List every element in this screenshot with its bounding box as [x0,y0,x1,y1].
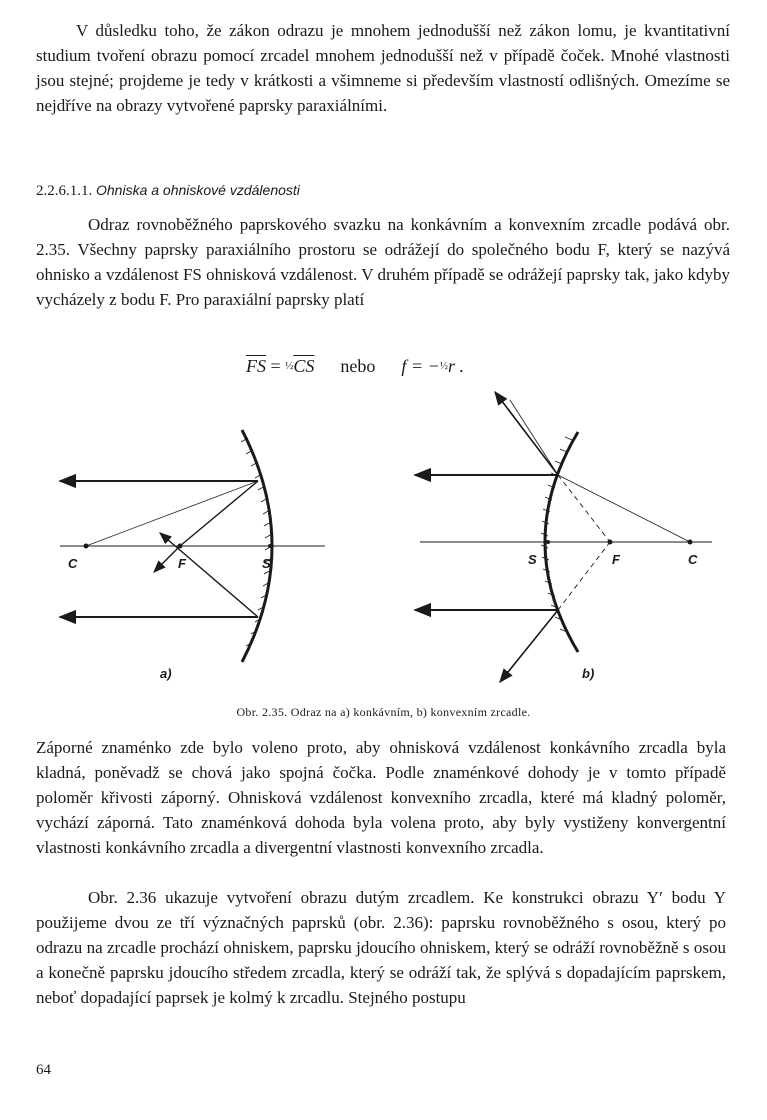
focal-formula [246,356,464,377]
formula-cs: $\overline{CS}$ [293,356,315,376]
figure-caption: Obr. 2.35. Odraz na a) konkávním, b) konvexním zrcadle. [236,705,531,719]
convex-mirror-diagram [415,392,712,682]
mirror-figure [0,380,767,700]
formula-fs: $\overline{FS}$ [246,356,266,376]
point-c-b [688,540,693,545]
section-heading [36,182,300,200]
virtual-ray-bottom-b [558,542,610,610]
label-s-a: S [262,556,271,571]
formula-half-2: ½ [439,360,448,372]
point-f-b [608,540,613,545]
image-construction-paragraph: Obr. 2.36 ukazuje vytvoření obrazu dutým zrcadlem. Ke konstrukci obrazu Y′ bodu Y použijeme dvou ze tří význačných paprsků (obr. 2.36): paprsku rovnoběžného s osou, který po odrazu na zrcadle prochází ohniskem, paprsku jdoucího ohniskem, který se odráží rovnoběžně s osou a konečně paprsku jdoucího středem zrcadla, který se odráží tak, že splývá s dopadajícím paprskem, neboť dopadající paprsek je kolmý k zrcadlu. Stejného postupu [36,888,726,1007]
reflected-ray-continue-a [154,546,180,572]
label-s-b: S [528,552,537,567]
point-f-a [178,544,183,549]
label-b: b) [582,666,595,681]
radius-line-b [558,475,690,542]
label-c-b: C [688,552,698,567]
intro-paragraph: V důsledku toho, že zákon odrazu je mnohem jednodušší než zákon lomu, je kvantitativní studium tvoření obrazu pomocí zrcadel mnohem jednodušší než v případě čoček. Mnohé vlastnosti jsou stejné; projdeme je tedy v krátkosti a všimneme si především vlastností odlišných. Omezíme se nejdříve na obrazy vytvořené paprsky paraxiálními. [36,21,730,115]
concave-mirror-diagram [60,430,325,681]
formula-half: ½ [285,360,294,372]
label-a: a) [160,666,172,681]
reflected-ray-bottom-b [500,610,558,682]
focus-paragraph: Odraz rovnoběžného paprskového svazku na konkávním a konvexním zrcadle podává obr. 2.35. Všechny paprsky paraxiálního prostoru se odrážejí do společného bodu F, který se nazývá ohnisko a vzdálenost FS ohnisková vzdálenost. V druhém případě se odrážejí paprsky tak, jako kdyby vycházely z bodu F. Pro paraxiální paprsky platí [36,215,730,309]
virtual-ray-top-b [558,475,610,542]
formula-equals: = [266,356,286,376]
page-number: 64 [36,1062,51,1078]
section-number: 2.2.6.1.1. [36,183,93,199]
reflected-ray-top-a [180,481,258,546]
formula-r: r . [447,356,464,376]
point-s-a [268,544,272,548]
section-title: Ohniska a ohniskové vzdálenosti [96,182,300,198]
normal-extension-b [510,400,558,475]
label-f-b: F [612,552,620,567]
formula-f: f = − [401,356,440,376]
sign-convention-paragraph: Záporné znaménko zde bylo voleno proto, aby ohnisková vzdálenost konkávního zrcadla byla kladná, poněvadž se chová jako spojná čočka. Podle znaménkové dohody je v tomto případě poloměr křivosti záporný. Ohnisková vzdálenost konvexního zrcadla, které má kladný poloměr, vychází záporná. Tato znaménková dohoda byla volena proto, aby byly vystiženy konvergentní vlastnosti konkávního zrcadla a divergentní vlastnosti konvexního zrcadla. [36,738,726,857]
radius-line-a [86,481,258,546]
label-c-a: C [68,556,78,571]
point-c-a [84,544,89,549]
formula-or: nebo [340,356,376,376]
reflected-ray-top-b [495,392,558,475]
point-s-b [546,540,550,544]
label-f-a: F [178,556,186,571]
